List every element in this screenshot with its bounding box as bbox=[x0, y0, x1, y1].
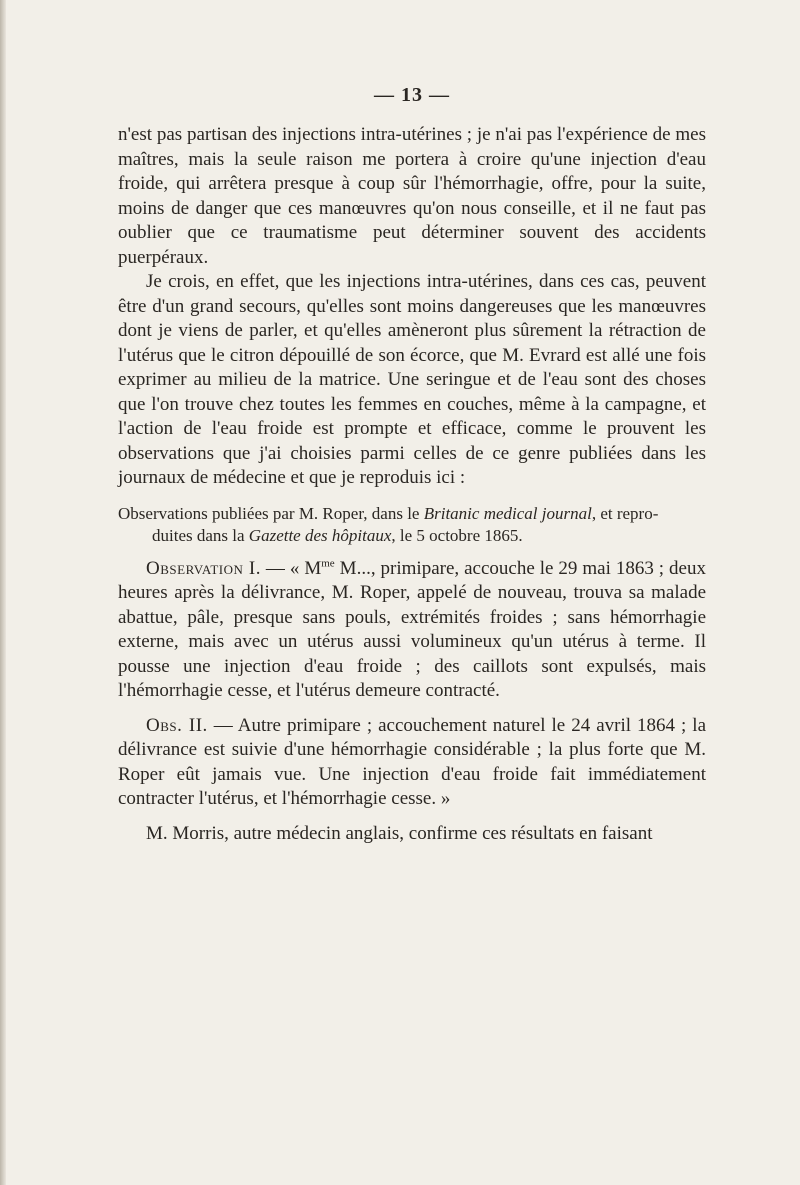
observation-1-heading: Observation I. bbox=[146, 557, 261, 579]
observation-1-lead: — « M bbox=[260, 557, 322, 579]
main-text bbox=[118, 123, 706, 491]
observation-2 bbox=[118, 714, 706, 812]
source-note-continuation bbox=[118, 525, 706, 547]
observation-1-sup: me bbox=[321, 557, 335, 570]
journal-title: Britanic medical journal bbox=[423, 503, 592, 523]
page-edge bbox=[0, 0, 6, 1185]
source-note-line-3: duites dans la bbox=[152, 525, 245, 545]
paragraph-2: Je crois, en effet, que les injections intra-utérines, dans ces cas, peuvent être d'un grand secours, qu'elles sont moins dangereuses que les manœuvres dont je viens de parler, et qu'elles amèneront plus sûrement la rétraction de l'utérus que le citron dépouillé de son écorce, que M. Evrard est allé une fois exprimer au milieu de la matrice. Une seringue et de l'eau sont des choses que l'on trouve chez toutes les femmes en couches, même à la campagne, et l'action de l'eau froide est prompte et efficace, comme le prouvent les observations que j'ai choisies parmi celles de ce genre publiées dans les journaux de médecine et que je reproduis ici : bbox=[118, 271, 706, 488]
observation-2-heading: Obs. II. bbox=[146, 714, 208, 736]
book-page bbox=[118, 84, 706, 846]
source-note-line-1: Observations publiées par M. Roper, dans le bbox=[118, 503, 420, 523]
paragraph-1: n'est pas partisan des injections intra-utérines ; je n'ai pas l'expérience de mes maîtres, mais la seule raison me portera à croire qu'une injection d'eau froide, qui arrêtera presque à coup sûr l'hémorrhagie, offre, pour la suite, moins de danger que ces manœuvres qu'on nous conseille, et il ne faut pas oublier que ce traumatisme peut déterminer souvent des accidents puerpéraux. bbox=[118, 124, 706, 268]
page-number: — 13 — bbox=[374, 84, 450, 106]
source-note bbox=[118, 503, 706, 547]
gazette-title: Gazette des hôpitaux bbox=[248, 525, 392, 545]
paragraph-last: M. Morris, autre médecin anglais, confirme ces résultats en faisant bbox=[146, 822, 653, 844]
observation-2-text: — Autre primipare ; accouchement naturel le 24 avril 1864 ; la délivrance est suivie d'une hémorrhagie considérable ; la plus forte que M. Roper eût jamais vue. Une injection d'eau froide fait immédiatement contracter l'utérus, et l'hémorrhagie cesse. » bbox=[118, 714, 706, 809]
observation-1-text: M..., primipare, accouche le 29 mai 1863 ; deux heures après la délivrance, M. Roper, appelé de nouveau, trouva sa malade abattue, pâle, presque sans pouls, extrémités froides ; sans hémorrhagie externe, mais avec un utérus aussi volumineux qu'un utérus à terme. Il pousse une injection d'eau froide ; des caillots sont expulsés, mais l'hémorrhagie cesse, et l'utérus demeure contracté. bbox=[118, 557, 706, 701]
observations bbox=[118, 557, 706, 847]
source-note-line-2: , et repro- bbox=[591, 503, 659, 523]
source-note-line-4: , le 5 octobre 1865. bbox=[391, 525, 523, 545]
observation-1 bbox=[118, 557, 706, 704]
